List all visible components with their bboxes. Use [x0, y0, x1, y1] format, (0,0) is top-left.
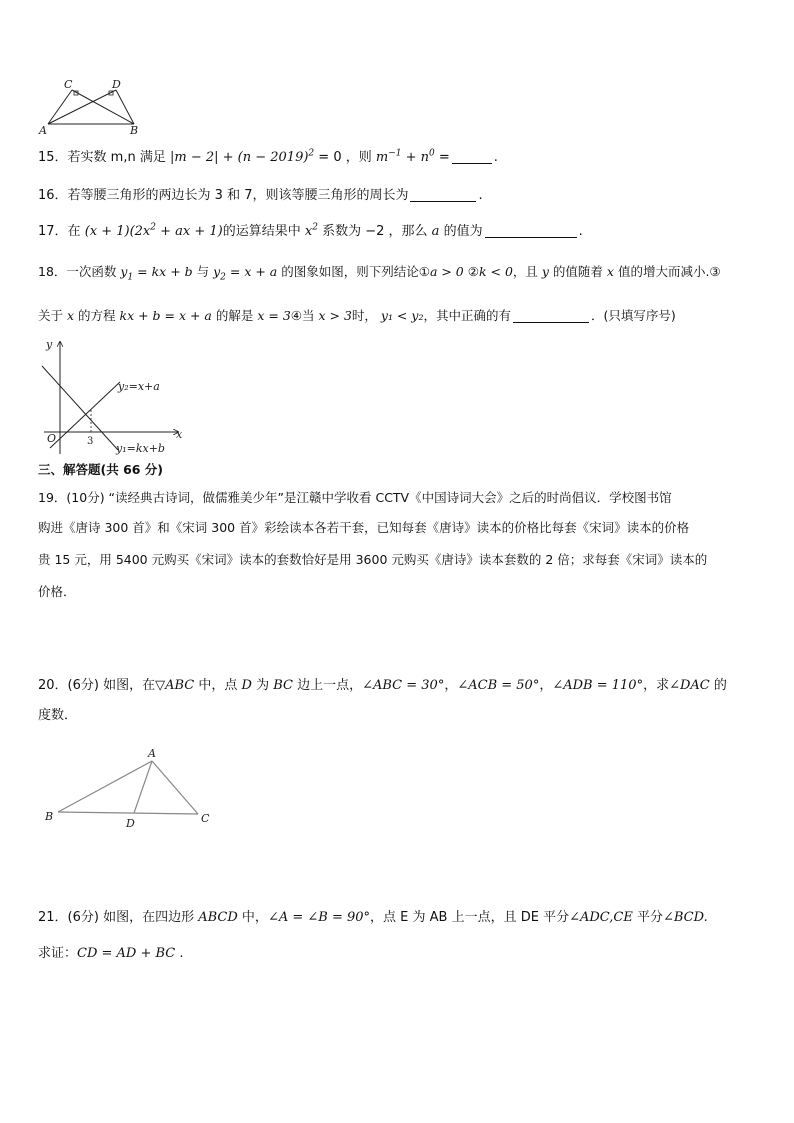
figure-q18 [36, 338, 196, 458]
q17-x2: $x^2$ [304, 222, 318, 239]
q15-prefix: 15．若实数 m,n 满足 [38, 150, 166, 165]
q18-xv: x [606, 264, 614, 279]
figure-q20 [40, 744, 220, 834]
q21-line2 [38, 944, 184, 964]
q21-bis1: ∠ADC,CE [569, 910, 633, 925]
q21-d: 平分 [632, 910, 663, 925]
q19-line1: 19．(10分) “读经典古诗词，做儒雅美少年”是江赣中学收看 CCTV《中国诗词大会》之后的时尚倡议．学校图书馆 [38, 490, 672, 505]
q21-bis2: ∠BCD. [662, 910, 708, 925]
q18-text-e: 值的增大而减小.③ [613, 264, 721, 279]
q18-l2-eq: kx + b = x + a [119, 308, 212, 323]
q18-c2pre: ② [463, 264, 479, 279]
question-15 [38, 148, 498, 168]
q20-ang3: ∠ADB = 110° [552, 678, 644, 693]
segment-ac [152, 761, 198, 814]
label-a: A [148, 747, 156, 760]
q20-bc: BC [273, 678, 293, 693]
q15-mid: = 0 ，则 [314, 150, 376, 165]
q17-mid2: 系数为 −2 ，那么 [317, 224, 432, 239]
q17-mid: 的运算结果中 [222, 224, 305, 239]
q18-l2-ineq: y₁ < y₂ [380, 308, 424, 323]
q18-c2: k < 0 [478, 264, 513, 279]
q18-l2-g: ．(只填写序号) [590, 308, 676, 323]
section-3-title: 三、解答题(共 66 分) [38, 462, 164, 477]
q17-end: 的值为 [439, 224, 483, 239]
tick-3-label: 3 [87, 436, 94, 447]
line-y1-label: y₁=kx+b [116, 442, 165, 455]
q21-b: 中， [237, 910, 268, 925]
segment-ab [58, 761, 152, 812]
q18-text-d: 的值随着 [548, 264, 607, 279]
label-b: B [45, 810, 54, 823]
q21-line1 [38, 908, 708, 928]
q20-ang2: ∠ACB = 50° [457, 678, 540, 693]
q20-e: 边上一点， [292, 678, 363, 693]
q20-tri: ▽ABC [155, 678, 195, 693]
q18-text-a: 18．一次函数 [38, 264, 121, 279]
q18-l2-c: 的解是 [211, 308, 258, 323]
q18-y2: $y_2 = x + a$ [213, 264, 278, 283]
origin-label: O [47, 432, 57, 445]
q17-prefix: 17．在 [38, 224, 81, 239]
q21-c: ，点 E 为 AB 上一点，且 DE 平分 [370, 910, 570, 925]
q15-end: = [434, 150, 450, 165]
q20-h: ，求 [643, 678, 670, 693]
q17-answer-blank[interactable] [485, 223, 577, 238]
q16-text: 16．若等腰三角形的两边长为 3 和 7，则该等腰三角形的周长为 [38, 188, 409, 203]
q18-text-c: ，且 [512, 264, 542, 279]
q17-expr: $(x + 1)(2x^2$ + ax + 1) [84, 222, 223, 239]
y-axis-label: y [46, 338, 53, 351]
q18-l2-a: 关于 [38, 308, 67, 323]
q18-c1: a > 0 [429, 264, 464, 279]
q20-b: 中，点 [194, 678, 242, 693]
line-y2-label: y₂=x+a [118, 380, 160, 393]
question-18-line1 [38, 262, 721, 282]
q20-i: 的 [709, 678, 727, 693]
question-18-line2 [38, 306, 676, 326]
q16-answer-blank[interactable] [410, 187, 476, 202]
q21-ang: ∠A = ∠B = 90° [267, 910, 371, 925]
q15-dot: . [493, 150, 498, 165]
q18-and: 与 [192, 264, 214, 279]
q21-l2-a: 求证： [38, 946, 78, 961]
q21-proof: CD = AD + BC [77, 946, 176, 961]
question-17 [38, 222, 583, 242]
q20-line2: 度数． [38, 708, 78, 723]
q20-f: ， [444, 678, 458, 693]
label-d: D [126, 817, 135, 830]
q20-ang4: ∠DAC [669, 678, 710, 693]
q18-l2-d: ④当 [290, 308, 319, 323]
q15-expr: $|m - 2| + (n - 2019)^2$ [169, 148, 315, 165]
q20-g: ， [539, 678, 553, 693]
label-b: B [130, 124, 139, 137]
q21-quad: ABCD [198, 910, 238, 925]
label-a: A [39, 124, 47, 137]
q19-line3: 贵 15 元，用 5400 元购买《宋词》读本的套数恰好是用 3600 元购买《唐诗》读本套数的 2 倍；求每套《宋词》读本的 [38, 552, 708, 567]
q18-l2-x: x [66, 308, 75, 323]
q18-l2-f: ，其中正确的有 [423, 308, 511, 323]
q21-l2-b: . [175, 946, 184, 961]
q16-dot: . [478, 188, 483, 203]
label-c: C [64, 78, 73, 91]
q18-l2-cond: x > 3 [318, 308, 352, 323]
label-c: C [201, 812, 210, 825]
figure-q14 [36, 78, 156, 138]
q18-yv: y [541, 264, 549, 279]
x-axis-label: x [176, 428, 183, 441]
q21-a: 21．(6分) 如图，在四边形 [38, 910, 199, 925]
q18-l2-b: 的方程 [74, 308, 120, 323]
q20-a: 20．(6分) 如图，在 [38, 678, 156, 693]
segment-bc [58, 812, 198, 814]
q18-answer-blank[interactable] [513, 308, 589, 323]
q19-line4: 价格． [38, 584, 76, 599]
q18-text-b: 的图象如图，则下列结论① [277, 264, 430, 279]
q20-ang1: ∠ABC = 30° [362, 678, 445, 693]
q15-answer-blank[interactable] [452, 149, 492, 164]
q20-d: D [241, 678, 252, 693]
q15-expr2: $m^{-1} + n^0$ [375, 148, 435, 165]
q18-l2-sol: x = 3 [257, 308, 291, 323]
segment-ac [48, 90, 72, 124]
q17-a: a [431, 224, 440, 239]
q18-y1: $y_1$ = kx + b [120, 264, 193, 283]
q20-line1 [38, 676, 727, 696]
q20-c: 为 [251, 678, 274, 693]
q18-l2-e: 时， [351, 308, 381, 323]
q17-dot: . [578, 224, 583, 239]
question-16 [38, 186, 483, 206]
label-d: D [112, 78, 121, 91]
q19-line2: 购进《唐诗 300 首》和《宋词 300 首》彩绘读本各若干套，已知每套《唐诗》读本的价格比每套《宋词》读本的价格 [38, 520, 690, 535]
